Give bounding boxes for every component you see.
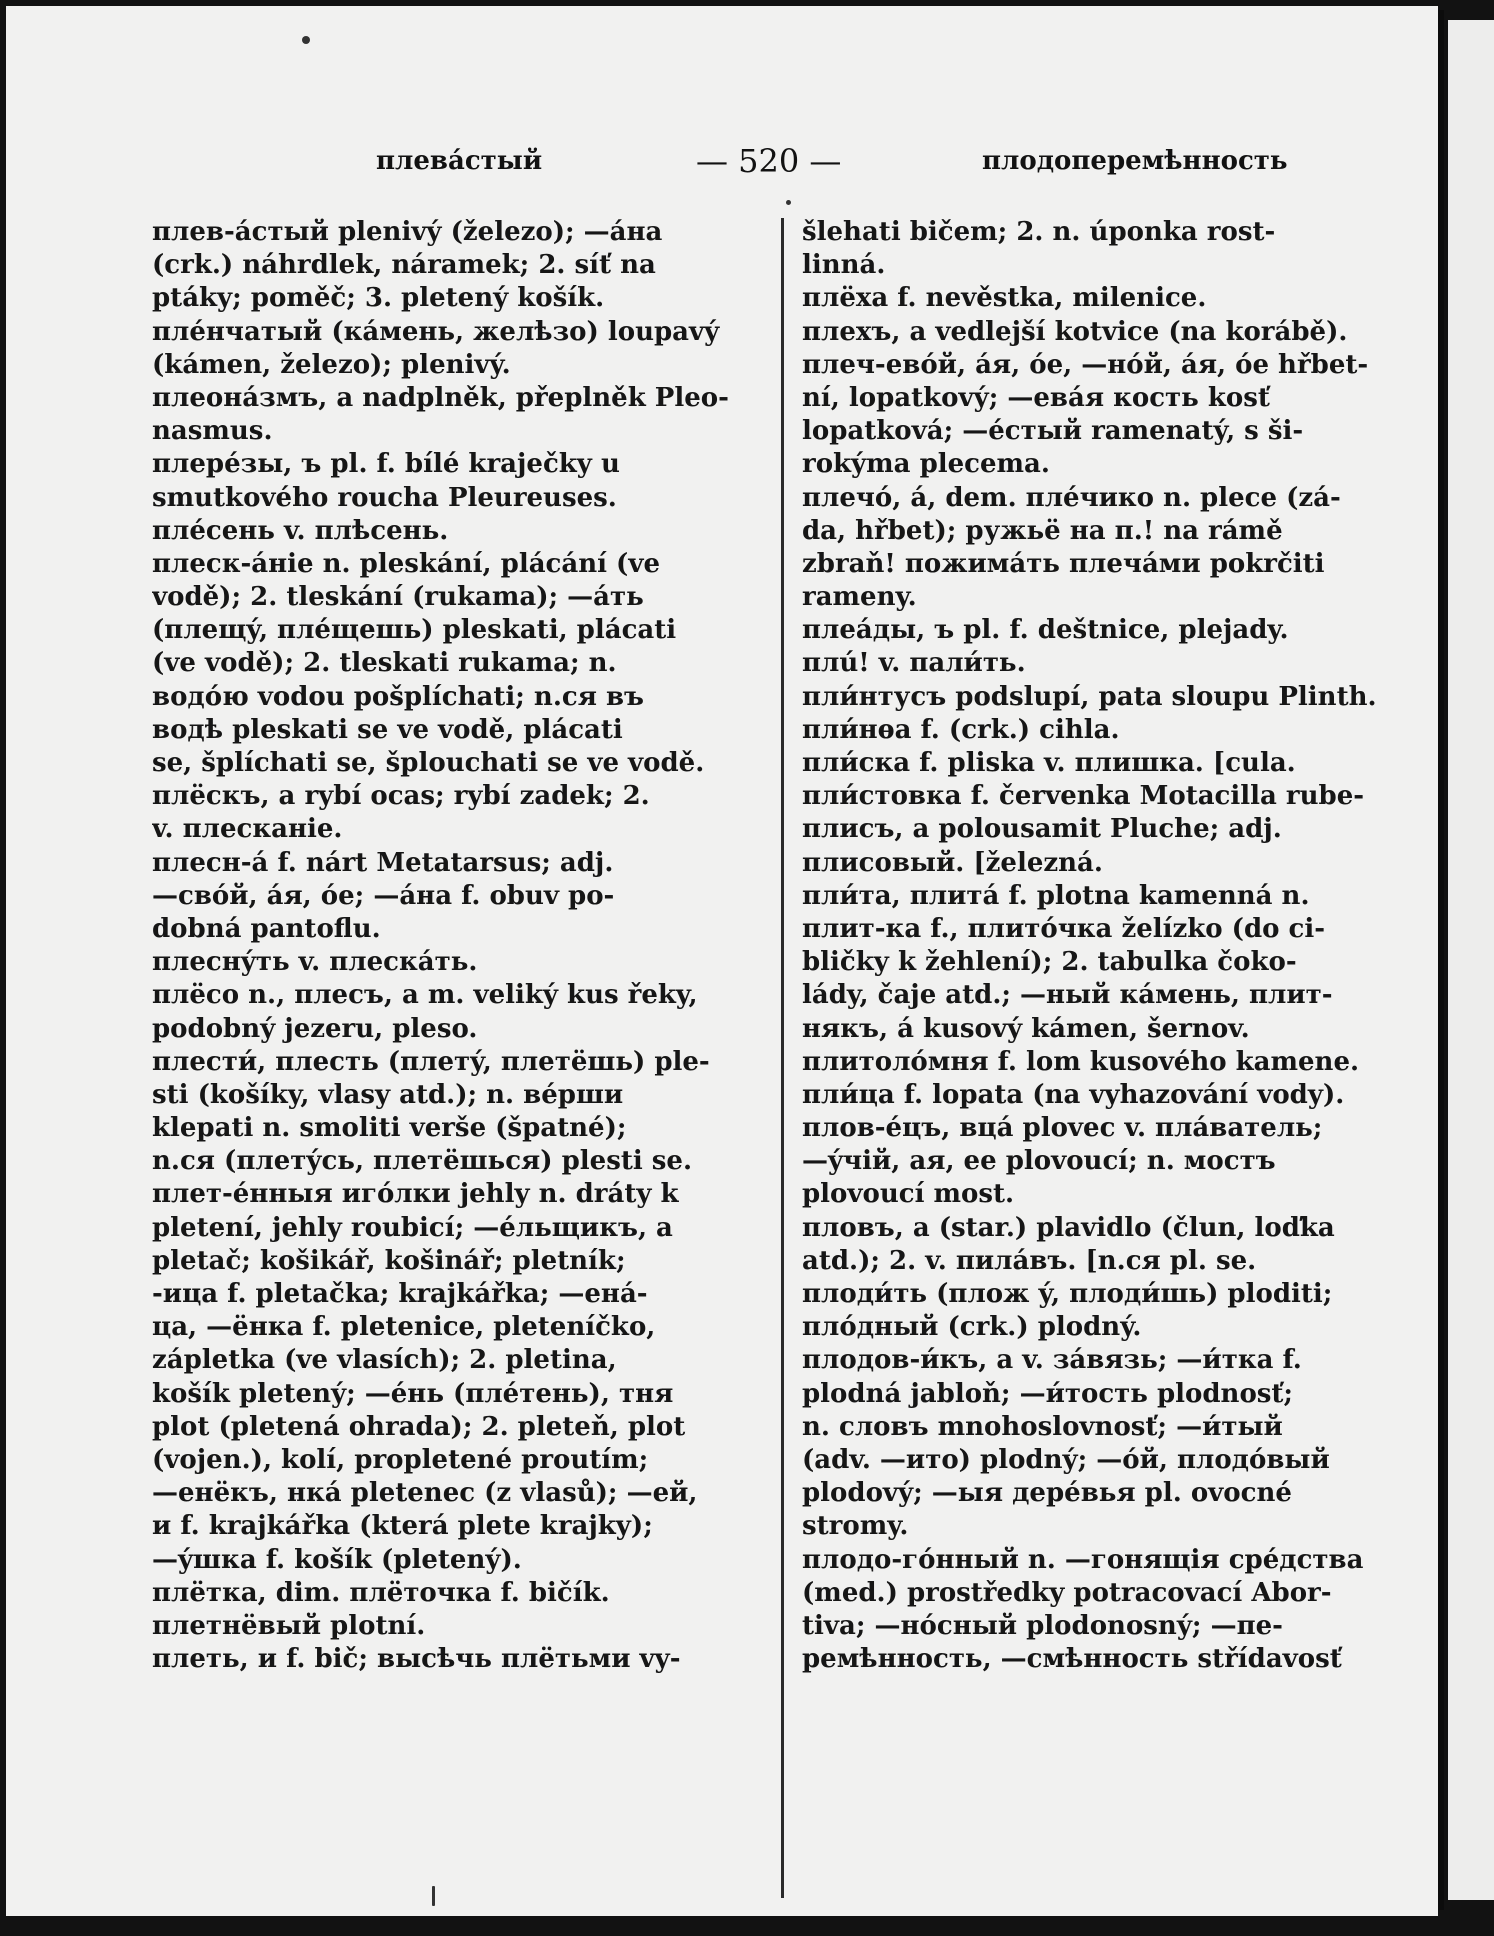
dictionary-line: podobný jezeru, pleso. bbox=[152, 1013, 478, 1044]
dictionary-line: ní, lopatkový; —евáя кость kosť bbox=[802, 382, 1270, 413]
dictionary-line: —енёкъ, нкá pletenec (z vlasů); —ей, bbox=[152, 1478, 698, 1509]
dictionary-line: плеáды, ъ pl. f. deštnice, plejady. bbox=[802, 615, 1289, 646]
dictionary-line: —ýчій, ая, ее plovoucí; n. мостъ bbox=[802, 1146, 1276, 1177]
dictionary-line: плит-ка f., плитóчка želízko (do ci- bbox=[802, 913, 1326, 944]
dictionary-line: tiva; —нóсный plodonosný; —пе- bbox=[802, 1610, 1283, 1641]
dictionary-line: plot (pletená ohrada); 2. pleteň, plot bbox=[152, 1411, 686, 1442]
dictionary-line: пли́та, плитá f. plotna kamenná n. bbox=[802, 880, 1310, 911]
dictionary-line: плёха f. nevěstka, milenice. bbox=[802, 283, 1207, 314]
dictionary-line: se, šplíchati se, šplouchati se ve vodě. bbox=[152, 748, 705, 778]
dictionary-line: (crk.) náhrdlek, náramek; 2. síť na bbox=[152, 250, 656, 281]
dictionary-line: плеснýть v. плескáть. bbox=[152, 947, 478, 978]
dictionary-line: pletač; košikář, košinář; pletník; bbox=[152, 1245, 626, 1276]
dictionary-line: -ица f. pletačka; krajkářka; —енá- bbox=[152, 1279, 648, 1309]
dictionary-line: (med.) prostředky potracovací Abor- bbox=[802, 1577, 1332, 1608]
page-header bbox=[6, 142, 1438, 182]
dictionary-line: плóдный (crk.) plodný. bbox=[802, 1312, 1142, 1343]
dictionary-line: stromy. bbox=[802, 1511, 909, 1542]
dictionary-line: lopatková; —éстый ramenatý, s ši- bbox=[802, 416, 1304, 447]
dictionary-line: плодов-и́къ, a v. зáвязь; —и́тка f. bbox=[802, 1345, 1302, 1376]
adjacent-page-strip bbox=[1448, 20, 1494, 1900]
dictionary-line: (плещý, плéщешь) pleskati, plácati bbox=[152, 615, 677, 646]
dictionary-line: пловъ, a (star.) plavidlo (člun, loďka bbox=[802, 1212, 1335, 1243]
dictionary-line: плечó, á, dem. плéчико n. plece (zá- bbox=[802, 482, 1341, 513]
dictionary-line: ца, —ёнка f. pletenice, pleteníčko, bbox=[152, 1312, 656, 1343]
dictionary-line: плётка, dim. плёточка f. bičík. bbox=[152, 1577, 610, 1608]
dictionary-line: плесн-á f. nárt Metatarsus; adj. bbox=[152, 847, 614, 878]
dictionary-line: плов-éцъ, вцá plovec v. плáватель; bbox=[802, 1113, 1323, 1144]
right-running-headword: плодоперемѣнность bbox=[982, 146, 1288, 176]
dictionary-line: da, hřbet); ружьё на п.! na rámě bbox=[802, 515, 1283, 546]
dictionary-line: плеч-евóй, áя, óе, —нóй, áя, óе hřbet- bbox=[802, 349, 1369, 380]
dictionary-line: плисъ, a polousamit Pluche; adj. bbox=[802, 814, 1282, 845]
dictionary-line: плисовый. [železná. bbox=[802, 847, 1103, 878]
dictionary-line: пли́стовка f. červenka Motacilla rube- bbox=[802, 781, 1365, 812]
dictionary-line: zbraň! пожимáть плечáми pokrčiti bbox=[802, 548, 1325, 579]
dictionary-line: dobná pantoflu. bbox=[152, 913, 381, 944]
dictionary-line: zápletka (ve vlasích); 2. pletina, bbox=[152, 1345, 617, 1376]
dictionary-line: водѣ pleskati se ve vodě, plácati bbox=[152, 714, 623, 745]
page-edge bbox=[1438, 10, 1444, 1910]
dictionary-line: плú! v. пали́ть. bbox=[802, 648, 1026, 679]
page-number: — 520 — bbox=[696, 142, 842, 180]
dictionary-line: linná. bbox=[802, 250, 886, 281]
dictionary-line: водóю vodou pošplíchati; n.ся въ bbox=[152, 681, 644, 712]
dictionary-line: —ýшка f. košík (pletený). bbox=[152, 1544, 522, 1575]
dictionary-line: плетнёвый plotní. bbox=[152, 1610, 426, 1641]
dictionary-line: плехъ, a vedlejší kotvice (na korábě). bbox=[802, 316, 1348, 347]
dictionary-line: rokýma plecema. bbox=[802, 449, 1050, 480]
dictionary-line: плéнчатый (кáмень, желѣзо) loupavý bbox=[152, 316, 720, 347]
dictionary-line: плев-áстый plenivý (železo); —áна bbox=[152, 217, 663, 247]
dictionary-line: (adv. —ито) plodný; —óй, плодóвый bbox=[802, 1444, 1330, 1475]
dictionary-line: šlehati bičem; 2. n. úponka rost- bbox=[802, 217, 1276, 247]
dictionary-line: пли́нтусъ podslupí, pata sloupu Plinth. bbox=[802, 681, 1377, 712]
dictionary-line: plovoucí most. bbox=[802, 1179, 1015, 1210]
dictionary-line: smutkového roucha Pleureuses. bbox=[152, 482, 617, 513]
print-speck bbox=[786, 200, 791, 205]
dictionary-line: (ve vodě); 2. tleskati rukama; n. bbox=[152, 648, 617, 679]
dictionary-line: v. плесканіе. bbox=[152, 814, 343, 845]
dictionary-line: sti (košíky, vlasy atd.); n. вéрши bbox=[152, 1079, 624, 1110]
print-speck bbox=[432, 1886, 435, 1906]
dictionary-line: lády, čaje atd.; —ный кáмень, плит- bbox=[802, 980, 1333, 1011]
dictionary-page bbox=[6, 6, 1438, 1916]
dictionary-line: пли́ца f. lopata (na vyhazování vody). bbox=[802, 1079, 1345, 1110]
dictionary-line: плеск-áніе n. pleskání, plácání (ve bbox=[152, 548, 661, 579]
left-column bbox=[152, 216, 764, 1676]
print-speck bbox=[302, 36, 310, 44]
dictionary-line: някъ, á kusový kámen, šernov. bbox=[802, 1013, 1250, 1044]
dictionary-line: плести́, плесть (плетý, плетёшь) ple- bbox=[152, 1046, 710, 1077]
dictionary-line: košík pletený; —éнь (плéтень), тня bbox=[152, 1378, 674, 1409]
dictionary-line: ремѣнность, —смѣнность střídavosť bbox=[802, 1644, 1342, 1675]
dictionary-line: плеть, и f. bič; высѣчь плётьми vy- bbox=[152, 1644, 681, 1675]
dictionary-line: плерéзы, ъ pl. f. bílé kraječky u bbox=[152, 449, 620, 480]
dictionary-line: плет-éнныя игóлки jehly n. dráty k bbox=[152, 1179, 679, 1210]
dictionary-line: atd.); 2. v. пилáвъ. [n.ся pl. se. bbox=[802, 1245, 1257, 1276]
dictionary-line: n. словъ mnohoslovnosť; —и́тый bbox=[802, 1411, 1283, 1442]
dictionary-line: плодо-гóнный n. —гонящія срéдства bbox=[802, 1544, 1364, 1575]
dictionary-line: плёскъ, a rybí ocas; rybí zadek; 2. bbox=[152, 781, 650, 812]
left-running-headword: плевáстый bbox=[376, 146, 543, 176]
dictionary-line: bličky k žehlení); 2. tabulka čoko- bbox=[802, 947, 1297, 978]
dictionary-line: plodná jabloň; —и́тость plodnosť; bbox=[802, 1378, 1294, 1409]
dictionary-line: пли́нѳа f. (crk.) cihla. bbox=[802, 714, 1120, 745]
dictionary-line: плоди́ть (плож ý, плоди́шь) ploditi; bbox=[802, 1279, 1333, 1309]
dictionary-line: klepati n. smoliti verše (špatné); bbox=[152, 1113, 627, 1144]
dictionary-line: плёсо n., плесъ, a m. veliký kus řeky, bbox=[152, 980, 698, 1011]
dictionary-line: пли́ска f. pliska v. плишка. [cula. bbox=[802, 748, 1296, 778]
dictionary-line: —свóй, áя, óе; —áна f. obuv po- bbox=[152, 880, 615, 911]
dictionary-line: плеонáзмъ, a nadplněk, přeplněk Pleo- bbox=[152, 382, 729, 413]
dictionary-line: плитолóмня f. lom kusového kamene. bbox=[802, 1046, 1360, 1077]
column-divider bbox=[781, 218, 784, 1898]
dictionary-line: ptáky; poměč; 3. pletený košík. bbox=[152, 283, 605, 314]
dictionary-line: (vojen.), kolí, propletené proutím; bbox=[152, 1444, 649, 1475]
dictionary-line: плéсень v. плѣсень. bbox=[152, 515, 449, 546]
right-column bbox=[802, 216, 1410, 1676]
dictionary-line: plodový; —ыя дерéвья pl. ovocné bbox=[802, 1478, 1292, 1509]
dictionary-line: n.ся (плетýсь, плетёшься) plesti se. bbox=[152, 1146, 692, 1177]
dictionary-line: rameny. bbox=[802, 582, 917, 613]
dictionary-line: pletení, jehly roubicí; —éльщикъ, a bbox=[152, 1212, 673, 1243]
dictionary-line: nasmus. bbox=[152, 416, 273, 447]
dictionary-line: vodě); 2. tleskání (rukama); —áть bbox=[152, 582, 644, 613]
dictionary-line: (kámen, železo); plenivý. bbox=[152, 349, 511, 380]
dictionary-line: и f. krajkářka (která plete krajky); bbox=[152, 1511, 653, 1542]
